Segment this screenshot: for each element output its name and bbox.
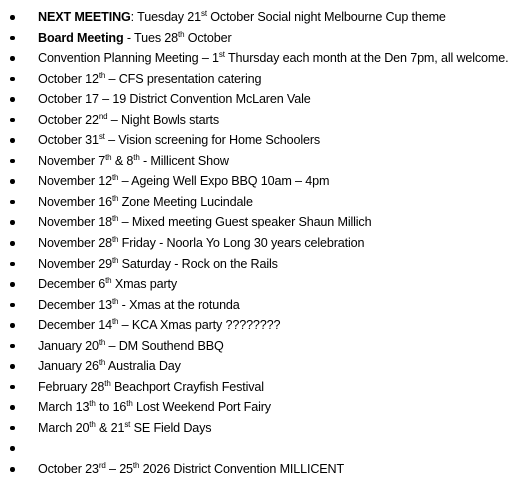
event-detail: March 20 <box>38 420 90 435</box>
event-detail: January 20 <box>38 338 99 353</box>
bullet-icon <box>10 459 18 480</box>
bullet-icon <box>10 336 18 357</box>
event-text <box>38 110 219 131</box>
list-item <box>0 48 527 69</box>
bullet-icon <box>10 377 18 398</box>
event-detail: to 16 <box>95 400 127 415</box>
event-text <box>38 130 320 151</box>
ordinal-suffix: st <box>98 132 105 142</box>
list-item <box>0 28 527 49</box>
event-detail: Xmas party <box>111 277 178 292</box>
event-detail: November 18 <box>38 215 112 230</box>
event-detail: October <box>184 30 232 45</box>
bullet-icon <box>10 28 18 49</box>
ordinal-suffix: th <box>111 235 119 245</box>
bullet-icon <box>10 212 18 233</box>
bullet-icon <box>10 7 18 28</box>
list-item <box>0 397 527 418</box>
events-list <box>0 7 527 480</box>
list-item <box>0 192 527 213</box>
event-detail: February 28 <box>38 379 105 394</box>
event-detail: Zone Meeting Lucindale <box>118 194 253 209</box>
event-detail: – CFS presentation catering <box>105 71 262 86</box>
event-detail: Saturday - Rock on the Rails <box>118 256 278 271</box>
list-item <box>0 377 527 398</box>
event-text <box>38 459 344 480</box>
event-detail: December 6 <box>38 277 106 292</box>
list-item <box>0 315 527 336</box>
event-detail: SE Field Days <box>130 420 212 435</box>
ordinal-suffix: th <box>89 419 96 429</box>
event-text <box>38 336 224 357</box>
list-item <box>0 69 527 90</box>
bullet-icon <box>10 69 18 90</box>
event-detail: Australia Day <box>105 359 181 374</box>
bullet-icon <box>10 356 18 377</box>
list-item <box>0 295 527 316</box>
list-item <box>0 274 527 295</box>
event-detail: Convention Planning Meeting – 1 <box>38 51 219 66</box>
bullet-icon <box>10 315 18 336</box>
event-detail: – KCA Xmas party ???????? <box>118 318 281 333</box>
ordinal-suffix: th <box>111 296 119 306</box>
bullet-icon <box>10 295 18 316</box>
event-detail: - Millicent Show <box>139 153 229 168</box>
bullet-icon <box>10 233 18 254</box>
list-item <box>0 336 527 357</box>
event-detail: October Social night Melbourne Cup theme <box>206 10 446 24</box>
ordinal-suffix: th <box>111 255 119 265</box>
ordinal-suffix: th <box>111 317 119 327</box>
event-detail: November 28 <box>38 236 112 251</box>
event-text <box>38 254 278 275</box>
event-text <box>38 192 253 213</box>
ordinal-suffix: st <box>218 50 225 60</box>
ordinal-suffix: th <box>105 152 112 162</box>
bullet-icon <box>10 89 18 110</box>
event-text <box>38 397 271 418</box>
bullet-icon <box>10 418 18 439</box>
ordinal-suffix: th <box>98 70 106 80</box>
list-item <box>0 459 527 480</box>
ordinal-suffix: th <box>111 173 119 183</box>
event-text <box>38 315 280 336</box>
event-detail: Beachport Crayfish Festival <box>110 379 264 394</box>
event-detail: December 13 <box>38 297 112 312</box>
event-text <box>38 151 229 172</box>
event-text <box>38 212 371 233</box>
event-text <box>38 171 329 192</box>
list-item <box>0 130 527 151</box>
list-item <box>0 438 527 459</box>
event-detail: October 17 – 19 District Convention McLaren Vale <box>38 92 311 107</box>
ordinal-suffix: th <box>104 378 111 388</box>
event-detail: & 21 <box>95 420 125 435</box>
bullet-icon <box>10 48 18 69</box>
list-item <box>0 7 527 28</box>
event-detail: : Tuesday 21 <box>130 10 201 24</box>
list-item <box>0 418 527 439</box>
event-detail: – DM Southend BBQ <box>105 338 224 353</box>
list-item <box>0 110 527 131</box>
event-text <box>38 69 261 90</box>
event-text <box>38 48 508 69</box>
ordinal-suffix: th <box>98 358 106 368</box>
ordinal-suffix: th <box>132 461 140 471</box>
bullet-icon <box>10 274 18 295</box>
list-item <box>0 171 527 192</box>
bullet-icon <box>10 438 18 459</box>
ordinal-suffix: th <box>178 29 185 39</box>
ordinal-suffix: th <box>133 152 140 162</box>
event-detail: November 12 <box>38 174 112 189</box>
event-detail: – Vision screening for Home Schoolers <box>104 133 321 148</box>
event-text <box>38 356 181 377</box>
event-detail: Friday - Noorla Yo Long 30 years celebration <box>118 236 365 251</box>
bullet-icon <box>10 171 18 192</box>
list-item <box>0 212 527 233</box>
bullet-icon <box>10 130 18 151</box>
list-item <box>0 254 527 275</box>
event-text <box>38 377 264 398</box>
event-text <box>38 274 177 295</box>
list-item <box>0 89 527 110</box>
ordinal-suffix: st <box>200 9 207 18</box>
event-detail: November 7 <box>38 153 106 168</box>
event-detail: – Mixed meeting Guest speaker Shaun Millich <box>118 215 372 230</box>
ordinal-suffix: th <box>89 399 96 409</box>
event-detail: January 26 <box>38 359 99 374</box>
ordinal-suffix: rd <box>98 461 106 471</box>
event-detail: October 23 <box>38 462 99 477</box>
event-detail: 2026 District Convention MILLICENT <box>139 462 345 477</box>
list-item <box>0 151 527 172</box>
event-detail: November 29 <box>38 256 112 271</box>
event-detail: March 13 <box>38 400 90 415</box>
event-detail: October 22 <box>38 112 99 127</box>
event-text <box>38 233 364 254</box>
event-text <box>38 418 211 439</box>
event-heading: NEXT MEETING <box>38 10 131 24</box>
event-detail: – 25 <box>105 462 133 477</box>
event-detail: October 31 <box>38 133 99 148</box>
event-detail: Lost Weekend Port Fairy <box>132 400 271 415</box>
event-text <box>38 7 446 28</box>
ordinal-suffix: th <box>111 214 119 224</box>
event-detail: – Night Bowls starts <box>107 112 220 127</box>
bullet-icon <box>10 110 18 131</box>
event-detail: - Xmas at the rotunda <box>118 297 240 312</box>
event-detail: – Ageing Well Expo BBQ 10am – 4pm <box>118 174 330 189</box>
event-heading: Board Meeting <box>38 30 124 45</box>
bullet-icon <box>10 254 18 275</box>
list-item <box>0 233 527 254</box>
ordinal-suffix: th <box>126 399 133 409</box>
event-detail: - Tues 28 <box>123 30 179 45</box>
event-text <box>38 89 311 110</box>
ordinal-suffix: st <box>124 419 131 429</box>
ordinal-suffix: th <box>105 276 112 286</box>
event-text <box>38 295 240 316</box>
bullet-icon <box>10 151 18 172</box>
event-detail: December 14 <box>38 318 112 333</box>
bullet-icon <box>10 192 18 213</box>
ordinal-suffix: th <box>98 337 106 347</box>
event-detail: & 8 <box>111 153 134 168</box>
event-text <box>38 28 232 49</box>
event-detail: November 16 <box>38 194 112 209</box>
event-detail: Thursday each month at the Den 7pm, all welcome. <box>224 51 509 66</box>
ordinal-suffix: nd <box>98 111 108 121</box>
event-detail: October 12 <box>38 71 99 86</box>
bullet-icon <box>10 397 18 418</box>
ordinal-suffix: th <box>111 193 119 203</box>
list-item <box>0 356 527 377</box>
